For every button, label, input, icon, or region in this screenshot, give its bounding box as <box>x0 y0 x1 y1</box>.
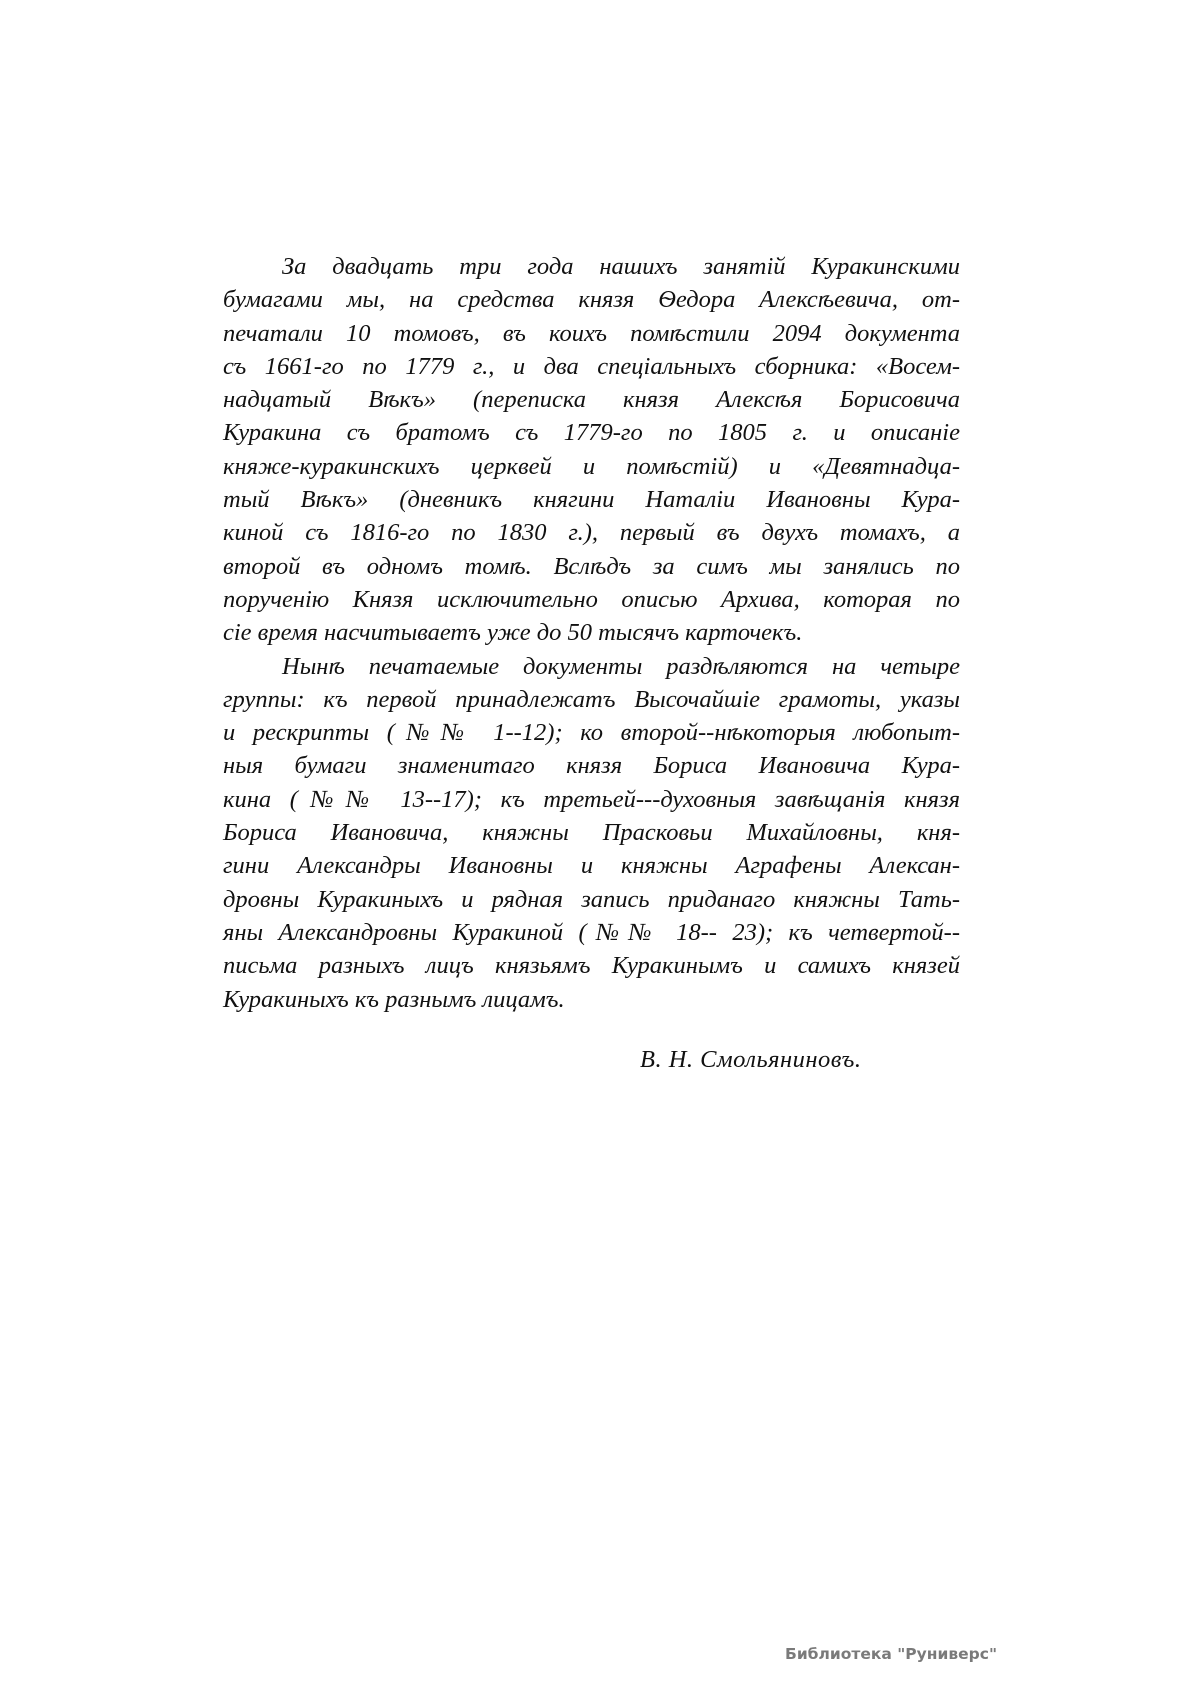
text-line: яны Александровны Куракиной (№№ 18-- 23); къ четвертой-- <box>223 918 960 946</box>
text-line: киной съ 1816-го по 1830 г.), первый въ двухъ томахъ, а <box>223 519 960 547</box>
text-line: съ 1661-го по 1779 г., и два спеціальныхъ сборника: «Восем- <box>223 352 960 380</box>
text-line: печатали 10 томовъ, въ коихъ помѣстили 2094 документа <box>223 319 960 347</box>
signature: В. Н. Смольяниновъ. <box>640 1046 862 1073</box>
text-line: группы: къ первой принадлежатъ Высочайшіе грамоты, указы <box>223 685 960 713</box>
text-line: тый Вѣкъ» (дневникъ княгини Наталіи Ивановны Кура- <box>223 486 960 514</box>
text-line: княже-куракинскихъ церквей и помѣстій) и «Девятнадца- <box>223 452 960 480</box>
library-footer: Библиотека "Руниверс" <box>785 1645 998 1663</box>
paragraph-1 <box>223 250 960 650</box>
text-line: бумагами мы, на средства князя Ѳедора Алексѣевича, от- <box>223 286 960 314</box>
text-line: Нынѣ печатаемые документы раздѣляются на четыре <box>282 652 960 680</box>
text-line: письма разныхъ лицъ князьямъ Куракинымъ и самихъ князей <box>223 952 960 980</box>
text-line: кина (№№ 13--17); къ третьей---духовныя завѣщанія князя <box>223 785 960 813</box>
text-line: гини Александры Ивановны и княжны Аграфены Алексан- <box>223 852 960 880</box>
text-line: сіе время насчитываетъ уже до 50 тысячъ карточекъ. <box>223 619 803 647</box>
text-line: ныя бумаги знаменитаго князя Бориса Ивановича Кура- <box>223 752 960 780</box>
text-line: второй въ одномъ томѣ. Вслѣдъ за симъ мы занялись по <box>223 552 960 580</box>
paragraph-2 <box>223 650 960 1016</box>
text-line: надцатый Вѣкъ» (переписка князя Алексѣя Борисовича <box>223 386 960 414</box>
text-line: Куракина съ братомъ съ 1779-го по 1805 г. и описаніе <box>223 419 960 447</box>
text-line: дровны Куракиныхъ и рядная запись приданаго княжны Тать- <box>223 885 960 913</box>
text-line: порученію Князя исключительно описью Архива, которая по <box>223 585 960 613</box>
text-line: Бориса Ивановича, княжны Прасковьи Михайловны, кня- <box>223 819 960 847</box>
text-line: За двадцать три года нашихъ занятій Куракинскими <box>282 253 960 280</box>
text-line: Куракиныхъ къ разнымъ лицамъ. <box>223 985 565 1013</box>
body-text <box>223 250 960 1016</box>
text-line: и рескрипты (№№ 1--12); ко второй--нѣкоторыя любопыт- <box>223 719 960 747</box>
